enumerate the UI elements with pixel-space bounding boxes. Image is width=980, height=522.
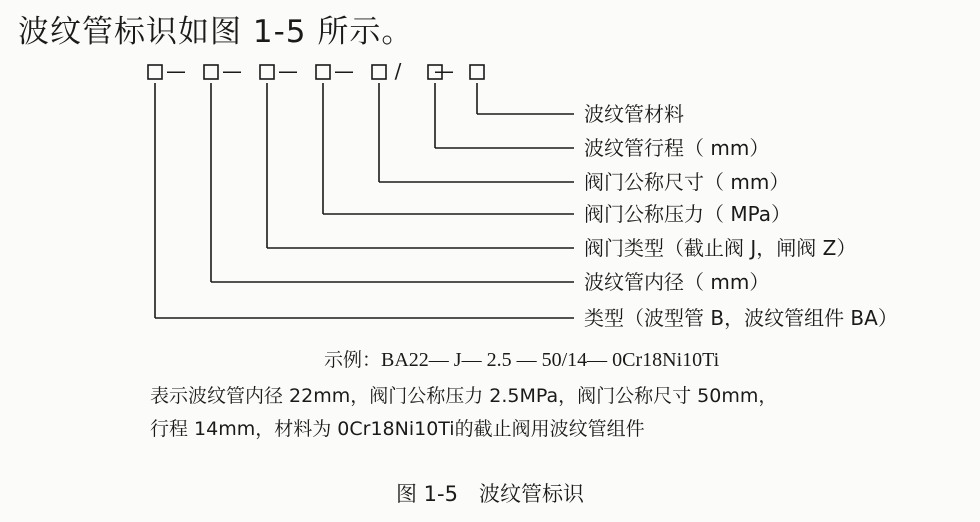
code-separator: — [222,59,242,83]
example-code: BA22— J— 2.5 — 50/14— 0Cr18Ni10Ti [381,349,720,371]
field-label: 类型（波型管 B，波纹管组件 BA） [584,306,898,330]
code-slot-box [372,65,386,79]
intro-text: 波纹管标识如图 1-5 所示。 [18,14,414,50]
field-label: 波纹管材料 [584,102,684,126]
code-slot-box [148,65,162,79]
figure-caption: 图 1-5 波纹管标识 [396,482,584,506]
code-separator: — [166,59,186,83]
example-prefix: 示例： [324,349,382,371]
field-label: 波纹管行程（ mm） [584,136,770,160]
field-label: 阀门公称尺寸（ mm） [584,170,790,194]
field-label: 阀门类型（截止阀 J，闸阀 Z） [584,236,857,260]
code-separator: — [434,59,454,83]
field-label: 阀门公称压力（ MPa） [584,202,792,226]
field-label: 波纹管内径（ mm） [584,270,770,294]
description-line-2: 行程 14mm，材料为 0Cr18Ni10Ti的截止阀用波纹管组件 [150,418,645,440]
example-line [324,345,719,372]
code-separator: / [394,59,402,83]
code-separator: — [334,59,354,83]
description-line-1: 表示波纹管内径 22mm，阀门公称压力 2.5MPa，阀门公称尺寸 50mm， [150,385,778,407]
code-slot-box [204,65,218,79]
code-slot-box [316,65,330,79]
code-slot-box [260,65,274,79]
description [150,380,950,446]
code-separator: — [278,59,298,83]
code-slot-box [470,65,484,79]
